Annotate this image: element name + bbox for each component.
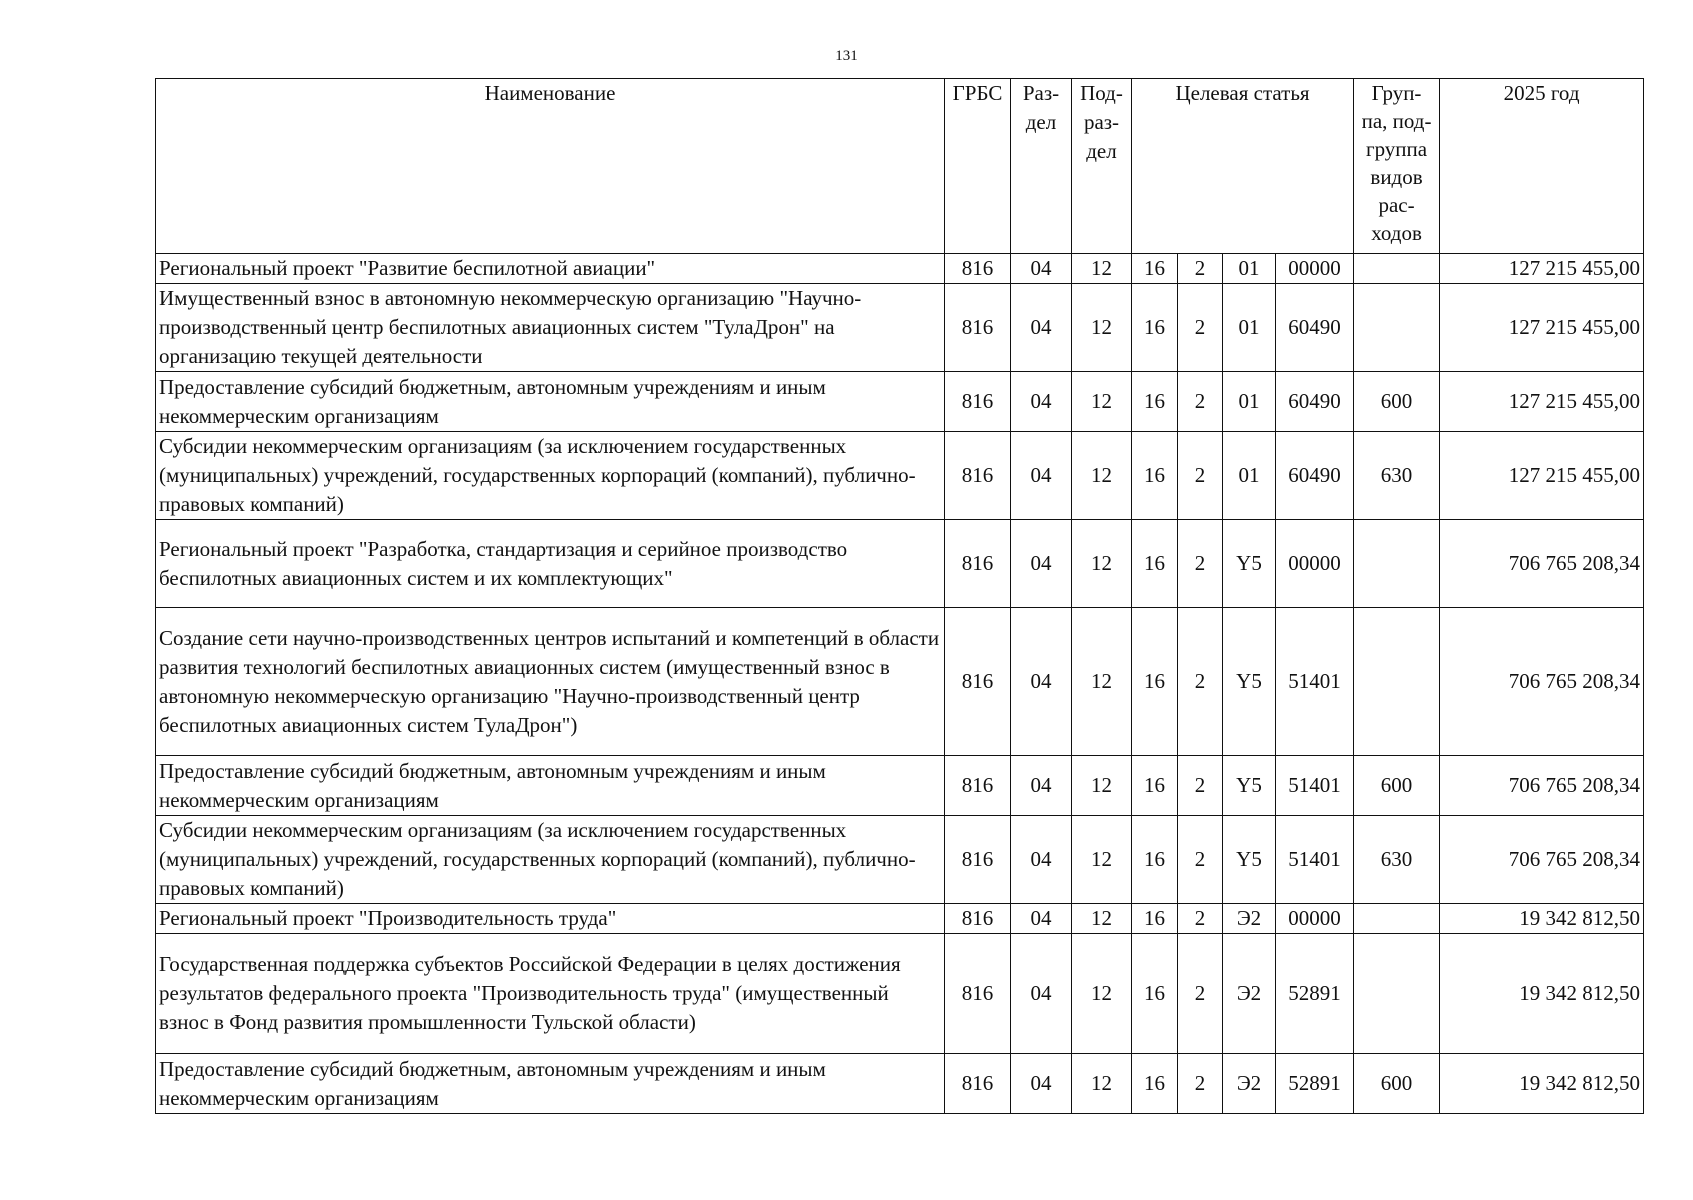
row-target-project: 01	[1223, 372, 1276, 432]
header-name: Наименование	[156, 79, 945, 254]
row-target-project: 01	[1223, 432, 1276, 520]
table-row	[156, 520, 1644, 608]
row-expense-group	[1354, 608, 1440, 756]
budget-table	[155, 78, 1644, 1114]
row-target-subprogram: 2	[1178, 816, 1223, 904]
table-row	[156, 756, 1644, 816]
row-name: Предоставление субсидий бюджетным, автономным учреждениям и иным некоммерческим организациям	[156, 756, 945, 816]
row-amount: 19 342 812,50	[1440, 934, 1644, 1054]
row-amount: 706 765 208,34	[1440, 816, 1644, 904]
row-podrazdel: 12	[1072, 904, 1132, 934]
row-amount: 127 215 455,00	[1440, 254, 1644, 284]
header-razdel: Раз- дел	[1011, 79, 1072, 254]
row-target-program: 16	[1132, 904, 1178, 934]
row-target-direction: 00000	[1276, 904, 1354, 934]
header-podrazdel: Под- раз- дел	[1072, 79, 1132, 254]
row-target-program: 16	[1132, 608, 1178, 756]
row-podrazdel: 12	[1072, 372, 1132, 432]
row-expense-group: 600	[1354, 756, 1440, 816]
row-grbs: 816	[945, 520, 1011, 608]
row-grbs: 816	[945, 608, 1011, 756]
row-razdel: 04	[1011, 254, 1072, 284]
row-target-subprogram: 2	[1178, 608, 1223, 756]
row-grbs: 816	[945, 816, 1011, 904]
row-target-project: Y5	[1223, 608, 1276, 756]
row-razdel: 04	[1011, 432, 1072, 520]
row-name: Предоставление субсидий бюджетным, автономным учреждениям и иным некоммерческим организациям	[156, 1054, 945, 1114]
table-row	[156, 284, 1644, 372]
row-amount: 706 765 208,34	[1440, 756, 1644, 816]
row-target-subprogram: 2	[1178, 904, 1223, 934]
row-expense-group	[1354, 284, 1440, 372]
table-row	[156, 934, 1644, 1054]
row-expense-group: 630	[1354, 432, 1440, 520]
row-target-program: 16	[1132, 372, 1178, 432]
row-name: Создание сети научно-производственных центров испытаний и компетенций в области развития технологий беспилотных авиационных систем (имущественный взнос в автономную некоммерческую организацию "Научно-производственный центр беспилотных авиационных систем ТулаДрон")	[156, 608, 945, 756]
row-target-subprogram: 2	[1178, 756, 1223, 816]
row-expense-group	[1354, 254, 1440, 284]
row-target-project: 01	[1223, 254, 1276, 284]
row-amount: 127 215 455,00	[1440, 432, 1644, 520]
row-target-subprogram: 2	[1178, 432, 1223, 520]
row-podrazdel: 12	[1072, 608, 1132, 756]
row-razdel: 04	[1011, 608, 1072, 756]
row-grbs: 816	[945, 254, 1011, 284]
row-target-project: Y5	[1223, 756, 1276, 816]
row-razdel: 04	[1011, 372, 1072, 432]
row-name: Предоставление субсидий бюджетным, автономным учреждениям и иным некоммерческим организациям	[156, 372, 945, 432]
table-row	[156, 608, 1644, 756]
row-amount: 706 765 208,34	[1440, 520, 1644, 608]
row-podrazdel: 12	[1072, 816, 1132, 904]
row-name: Региональный проект "Развитие беспилотной авиации"	[156, 254, 945, 284]
row-expense-group: 600	[1354, 1054, 1440, 1114]
row-razdel: 04	[1011, 520, 1072, 608]
table-row	[156, 254, 1644, 284]
row-expense-group	[1354, 904, 1440, 934]
row-target-program: 16	[1132, 934, 1178, 1054]
row-razdel: 04	[1011, 284, 1072, 372]
row-expense-group: 630	[1354, 816, 1440, 904]
header-grbs: ГРБС	[945, 79, 1011, 254]
row-target-subprogram: 2	[1178, 254, 1223, 284]
row-podrazdel: 12	[1072, 1054, 1132, 1114]
row-grbs: 816	[945, 284, 1011, 372]
header-year-2025: 2025 год	[1440, 79, 1644, 254]
row-razdel: 04	[1011, 934, 1072, 1054]
row-target-program: 16	[1132, 520, 1178, 608]
row-target-program: 16	[1132, 1054, 1178, 1114]
row-target-project: Э2	[1223, 934, 1276, 1054]
row-amount: 19 342 812,50	[1440, 904, 1644, 934]
row-target-direction: 52891	[1276, 1054, 1354, 1114]
row-razdel: 04	[1011, 904, 1072, 934]
header-row	[156, 79, 1644, 254]
header-target-article: Целевая статья	[1132, 79, 1354, 254]
row-name: Государственная поддержка субъектов Российской Федерации в целях достижения результатов федерального проекта "Производительность труда" (имущественный взнос в Фонд развития промышленности Тульской области)	[156, 934, 945, 1054]
row-target-direction: 00000	[1276, 254, 1354, 284]
row-amount: 19 342 812,50	[1440, 1054, 1644, 1114]
row-grbs: 816	[945, 372, 1011, 432]
row-target-project: Э2	[1223, 1054, 1276, 1114]
row-target-subprogram: 2	[1178, 520, 1223, 608]
page-number: 131	[835, 48, 858, 64]
row-target-program: 16	[1132, 816, 1178, 904]
row-target-project: Y5	[1223, 520, 1276, 608]
row-name: Субсидии некоммерческим организациям (за исключением государственных (муниципальных) учреждений, государственных корпораций (компаний), публично-правовых компаний)	[156, 816, 945, 904]
row-name: Субсидии некоммерческим организациям (за исключением государственных (муниципальных) учреждений, государственных корпораций (компаний), публично-правовых компаний)	[156, 432, 945, 520]
row-target-direction: 51401	[1276, 756, 1354, 816]
row-amount: 706 765 208,34	[1440, 608, 1644, 756]
row-podrazdel: 12	[1072, 520, 1132, 608]
row-podrazdel: 12	[1072, 284, 1132, 372]
row-target-direction: 52891	[1276, 934, 1354, 1054]
table-row	[156, 372, 1644, 432]
table-row	[156, 904, 1644, 934]
table-body	[156, 254, 1644, 1114]
row-grbs: 816	[945, 756, 1011, 816]
row-grbs: 816	[945, 934, 1011, 1054]
row-target-direction: 60490	[1276, 372, 1354, 432]
row-target-subprogram: 2	[1178, 1054, 1223, 1114]
row-podrazdel: 12	[1072, 756, 1132, 816]
row-expense-group: 600	[1354, 372, 1440, 432]
row-expense-group	[1354, 934, 1440, 1054]
row-target-direction: 60490	[1276, 432, 1354, 520]
row-name: Региональный проект "Разработка, стандартизация и серийное производство беспилотных авиационных систем и их комплектующих"	[156, 520, 945, 608]
row-target-project: Y5	[1223, 816, 1276, 904]
row-podrazdel: 12	[1072, 254, 1132, 284]
row-grbs: 816	[945, 1054, 1011, 1114]
row-target-program: 16	[1132, 756, 1178, 816]
row-podrazdel: 12	[1072, 432, 1132, 520]
row-amount: 127 215 455,00	[1440, 284, 1644, 372]
table-row	[156, 816, 1644, 904]
row-name: Имущественный взнос в автономную некоммерческую организацию "Научно-производственный центр беспилотных авиационных систем "ТулаДрон" на организацию текущей деятельности	[156, 284, 945, 372]
row-target-subprogram: 2	[1178, 934, 1223, 1054]
row-expense-group	[1354, 520, 1440, 608]
row-razdel: 04	[1011, 1054, 1072, 1114]
row-target-direction: 00000	[1276, 520, 1354, 608]
table-row	[156, 432, 1644, 520]
table-row	[156, 1054, 1644, 1114]
row-razdel: 04	[1011, 816, 1072, 904]
row-razdel: 04	[1011, 756, 1072, 816]
row-target-program: 16	[1132, 284, 1178, 372]
row-target-program: 16	[1132, 254, 1178, 284]
row-grbs: 816	[945, 904, 1011, 934]
row-target-direction: 60490	[1276, 284, 1354, 372]
row-target-direction: 51401	[1276, 608, 1354, 756]
row-amount: 127 215 455,00	[1440, 372, 1644, 432]
row-grbs: 816	[945, 432, 1011, 520]
row-target-direction: 51401	[1276, 816, 1354, 904]
row-target-program: 16	[1132, 432, 1178, 520]
row-target-subprogram: 2	[1178, 372, 1223, 432]
row-target-project: 01	[1223, 284, 1276, 372]
row-target-subprogram: 2	[1178, 284, 1223, 372]
row-name: Региональный проект "Производительность труда"	[156, 904, 945, 934]
row-podrazdel: 12	[1072, 934, 1132, 1054]
header-expense-group: Груп- па, под- группа видов рас- ходов	[1354, 79, 1440, 254]
row-target-project: Э2	[1223, 904, 1276, 934]
